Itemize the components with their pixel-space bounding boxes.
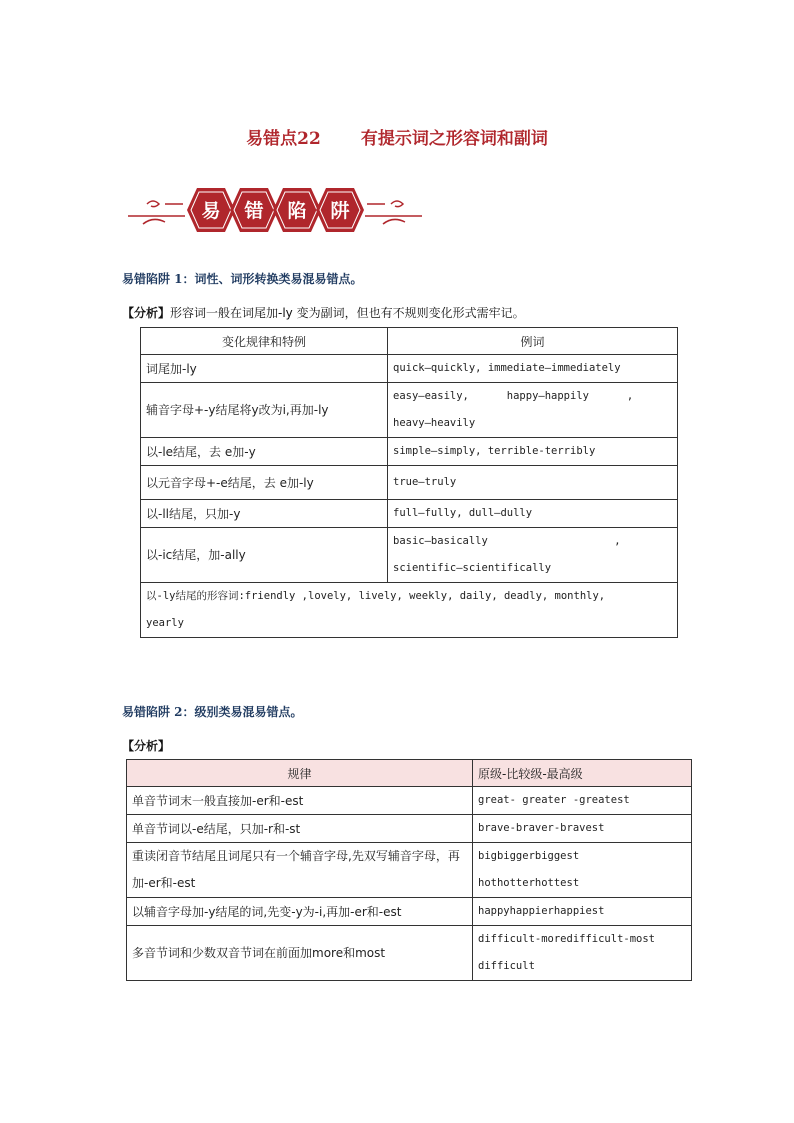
rule-cell: 辅音字母+-y结尾将y改为i,再加-ly [141,383,388,438]
col-header-examples: 例词 [388,328,678,355]
table-row [127,843,692,898]
examples-cell: simple—simply, terrible-terribly [388,438,678,466]
table-row [141,383,678,438]
analysis-text: 形容词一般在词尾加-ly 变为副词，但也有不规则变化形式需牢记。 [170,306,525,320]
table-row [141,528,678,583]
example-line: heavy—heavily [393,417,476,429]
examples-cell: true—truly [388,466,678,500]
rule-cell: 词尾加-ly [141,355,388,383]
table-row [141,438,678,466]
section1-heading: 易错陷阱 1：词性、词形转换类易混易错点。 [122,272,363,286]
table-footer-row [141,583,678,638]
example-line: basic—basically , [393,535,621,547]
form-line: bigbiggerbiggest [478,850,580,862]
rule-cell: 以元音字母+-e结尾，去 e加-ly [141,466,388,500]
banner-char-2: 错 [244,200,264,222]
col-header-forms: 原级-比较级-最高级 [473,760,692,787]
table-row [127,898,692,926]
rule-cell: 单音节词末一般直接加-er和-est [127,787,473,815]
section1-analysis [122,304,525,321]
banner-char-3: 陷 [287,200,307,222]
page-title [0,124,794,149]
forms-cell: great- greater -greatest [473,787,692,815]
table-row [141,355,678,383]
rule-cell: 以-ic结尾，加-ally [141,528,388,583]
ly-adjectives-cell [141,583,678,638]
banner-right-ornament [365,201,422,224]
form-line: difficult [478,960,535,972]
example-line: easy—easily, happy—happily , [393,390,634,402]
banner-diamonds [187,188,364,232]
rule-cell: 重读闭音节结尾且词尾只有一个辅音字母,先双写辅音字母，再加-er和-est [127,843,473,898]
rule-cell: 以-ll结尾，只加-y [141,500,388,528]
forms-cell: brave-braver-bravest [473,815,692,843]
section2-analysis [122,737,170,754]
rule-cell: 多音节词和少数双音节词在前面加more和most [127,926,473,981]
table-row [127,787,692,815]
table-adj-to-adv [140,327,678,638]
table-row [141,466,678,500]
forms-cell [473,926,692,981]
example-line: scientific—scientifically [393,562,552,574]
forms-cell: happyhappierhappiest [473,898,692,926]
table-row [127,815,692,843]
table-row [141,500,678,528]
rule-cell: 以-le结尾，去 e加-y [141,438,388,466]
title-part1: 易错点22 [246,129,321,149]
examples-cell: full—fully, dull—dully [388,500,678,528]
rule-cell: 以辅音字母加-y结尾的词,先变-y为-i,再加-er和-est [127,898,473,926]
banner [125,184,425,236]
table-comparison [126,759,692,981]
forms-cell [473,843,692,898]
banner-left-ornament [128,201,185,224]
table-row [127,926,692,981]
table-header-row [141,328,678,355]
col-header-rule: 变化规律和特例 [141,328,388,355]
footer-line: 以-ly结尾的形容词:friendly ,lovely, lively, weekly, daily, deadly, monthly, [146,590,606,602]
rule-cell: 单音节词以-e结尾，只加-r和-st [127,815,473,843]
table-header-row [127,760,692,787]
analysis-label: 【分析】 [122,306,171,320]
analysis-label: 【分析】 [122,739,171,753]
banner-char-4: 阱 [330,200,350,222]
examples-cell [388,383,678,438]
title-part2: 有提示词之形容词和副词 [360,129,548,149]
footer-line: yearly [146,617,184,629]
examples-cell [388,528,678,583]
examples-cell: quick—quickly, immediate—immediately [388,355,678,383]
col-header-rule: 规律 [127,760,473,787]
section2-heading: 易错陷阱 2：级别类易混易错点。 [122,705,303,719]
form-line: hothotterhottest [478,877,580,889]
banner-char-1: 易 [201,200,221,222]
form-line: difficult-moredifficult-most [478,933,656,945]
